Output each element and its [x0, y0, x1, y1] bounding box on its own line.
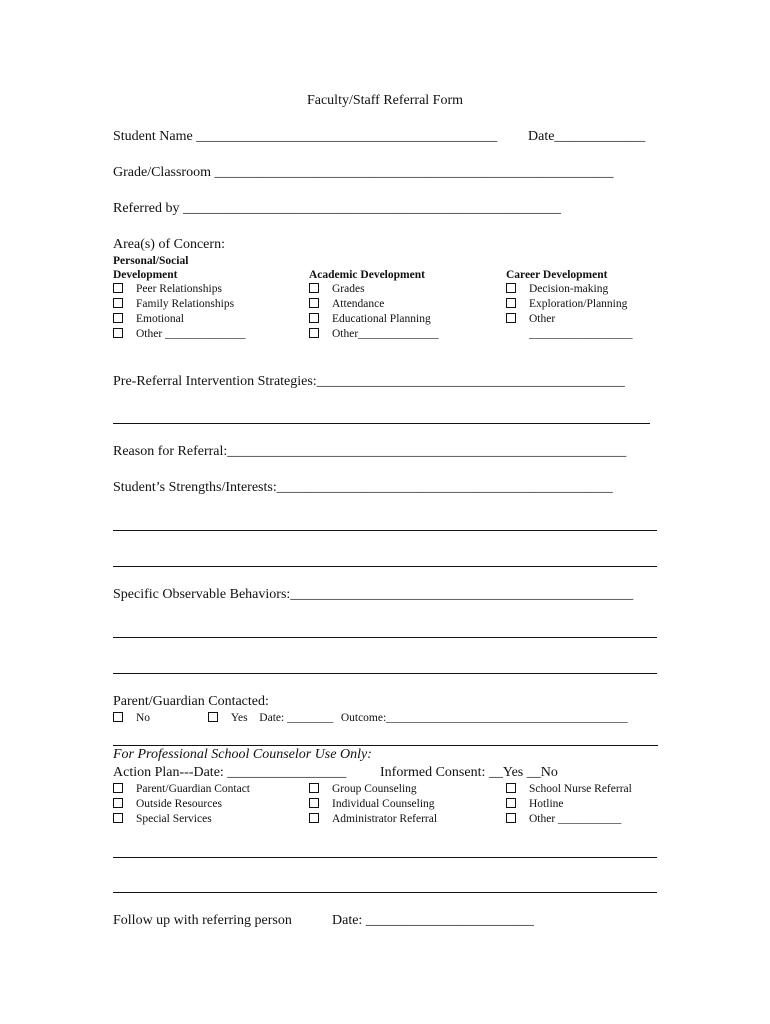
checkbox-item[interactable] [309, 327, 439, 342]
checkbox-item[interactable] [309, 782, 437, 797]
areas-of-concern-heading: Area(s) of Concern: [113, 237, 225, 252]
blank-line[interactable] [113, 530, 657, 531]
parent-contacted-row [113, 711, 628, 726]
checkbox-label: Peer Relationships [136, 283, 222, 295]
column-heading: Personal/Social [113, 255, 189, 267]
informed-consent-field[interactable]: Informed Consent: __Yes __No [380, 765, 558, 780]
checkbox-icon[interactable] [506, 798, 516, 808]
reason-for-referral-field[interactable]: Reason for Referral:_________________________________________________________ [113, 444, 627, 459]
checkbox-item[interactable] [309, 282, 439, 297]
column-heading: Academic Development [309, 269, 425, 281]
checkbox-label: School Nurse Referral [529, 783, 632, 795]
checkbox-item[interactable] [309, 797, 437, 812]
checkbox-item[interactable] [113, 782, 250, 797]
follow-up-label: Follow up with referring person [113, 913, 292, 928]
referred-by-field[interactable]: Referred by ______________________________________________________ [113, 201, 561, 216]
checkbox-icon[interactable] [309, 283, 319, 293]
checkbox-label: Hotline [529, 798, 564, 810]
checkbox-icon[interactable] [113, 313, 123, 323]
checkbox-icon[interactable] [506, 813, 516, 823]
checkbox-item[interactable] [113, 327, 246, 342]
checkbox-item[interactable] [506, 812, 632, 827]
checkbox-label: Administrator Referral [332, 813, 438, 825]
follow-up-date-field[interactable]: Date: ________________________ [332, 913, 534, 928]
checkbox-label: Decision-making [529, 283, 609, 295]
checkbox-label: Other [529, 313, 556, 325]
counselor-use-heading: For Professional School Counselor Use Only: [113, 747, 372, 762]
other-blank-line[interactable]: __________________ [529, 328, 633, 340]
student-name-field[interactable]: Student Name ___________________________________________ [113, 129, 498, 144]
checkbox-icon[interactable] [113, 283, 123, 293]
checkbox-icon[interactable] [113, 298, 123, 308]
concern-column-academic [309, 268, 439, 342]
counselor-column-1 [113, 782, 250, 827]
checkbox-icon[interactable] [309, 298, 319, 308]
checkbox-item[interactable] [506, 797, 632, 812]
counselor-column-2 [309, 782, 437, 827]
counselor-column-3 [506, 782, 632, 827]
no-label: No [136, 712, 151, 724]
blank-line[interactable] [113, 892, 657, 893]
checkbox-icon[interactable] [309, 813, 319, 823]
checkbox-icon[interactable] [113, 328, 123, 338]
checkbox-item[interactable] [113, 282, 246, 297]
checkbox-item[interactable] [309, 812, 437, 827]
checkbox-label: Emotional [136, 313, 184, 325]
outcome-field[interactable]: Outcome:__________________________________________ [340, 712, 628, 724]
checkbox-item[interactable] [309, 297, 439, 312]
checkbox-label: Outside Resources [136, 798, 222, 810]
checkbox-icon[interactable] [309, 328, 319, 338]
checkbox-item[interactable] [113, 312, 246, 327]
checkbox-icon[interactable] [113, 783, 123, 793]
concern-column-career [506, 268, 633, 342]
blank-line[interactable] [113, 637, 657, 638]
yes-checkbox-icon[interactable] [208, 712, 218, 722]
checkbox-label: Other______________ [332, 328, 439, 340]
concern-column-personal-social [113, 254, 246, 342]
checkbox-icon[interactable] [506, 783, 516, 793]
checkbox-item[interactable] [113, 297, 246, 312]
checkbox-label: Individual Counseling [332, 798, 435, 810]
date-field[interactable]: Date_____________ [528, 129, 646, 144]
yes-label: Yes [230, 712, 248, 724]
column-heading: Career Development [506, 269, 608, 281]
blank-line[interactable] [113, 423, 650, 424]
checkbox-icon[interactable] [506, 283, 516, 293]
strengths-interests-field[interactable]: Student’s Strengths/Interests:________________________________________________ [113, 480, 613, 495]
checkbox-item[interactable] [506, 782, 632, 797]
checkbox-item[interactable] [506, 282, 633, 297]
checkbox-icon[interactable] [506, 298, 516, 308]
checkbox-icon[interactable] [309, 313, 319, 323]
checkbox-item[interactable] [113, 812, 250, 827]
section-divider [113, 745, 658, 746]
pre-referral-field[interactable]: Pre-Referral Intervention Strategies:____________________________________________ [113, 374, 625, 389]
checkbox-label: Educational Planning [332, 313, 431, 325]
action-plan-date-field[interactable]: Action Plan---Date: _________________ [113, 765, 347, 780]
grade-classroom-field[interactable]: Grade/Classroom _________________________________________________________ [113, 165, 614, 180]
blank-line[interactable] [113, 566, 657, 567]
checkbox-item[interactable] [506, 297, 633, 312]
checkbox-icon[interactable] [309, 798, 319, 808]
checkbox-label: Attendance [332, 298, 385, 310]
checkbox-icon[interactable] [506, 313, 516, 323]
checkbox-label: Group Counseling [332, 783, 417, 795]
checkbox-label: Other ______________ [136, 328, 246, 340]
checkbox-item[interactable] [113, 797, 250, 812]
checkbox-label: Other ___________ [529, 813, 622, 825]
blank-line[interactable] [113, 857, 657, 858]
checkbox-icon[interactable] [309, 783, 319, 793]
page-title: Faculty/Staff Referral Form [306, 93, 464, 108]
observable-behaviors-field[interactable]: Specific Observable Behaviors:_________________________________________________ [113, 587, 634, 602]
checkbox-label: Family Relationships [136, 298, 235, 310]
no-checkbox-icon[interactable] [113, 712, 123, 722]
parent-contacted-heading: Parent/Guardian Contacted: [113, 694, 269, 709]
checkbox-item[interactable] [506, 312, 633, 327]
checkbox-label: Exploration/Planning [529, 298, 628, 310]
column-heading: Development [113, 269, 178, 281]
checkbox-label: Grades [332, 283, 365, 295]
checkbox-label: Special Services [136, 813, 212, 825]
checkbox-label: Parent/Guardian Contact [136, 783, 251, 795]
checkbox-icon[interactable] [113, 798, 123, 808]
checkbox-icon[interactable] [113, 813, 123, 823]
contact-date-field[interactable]: Date: ________ [259, 712, 334, 724]
blank-line[interactable] [113, 673, 657, 674]
checkbox-item[interactable] [309, 312, 439, 327]
